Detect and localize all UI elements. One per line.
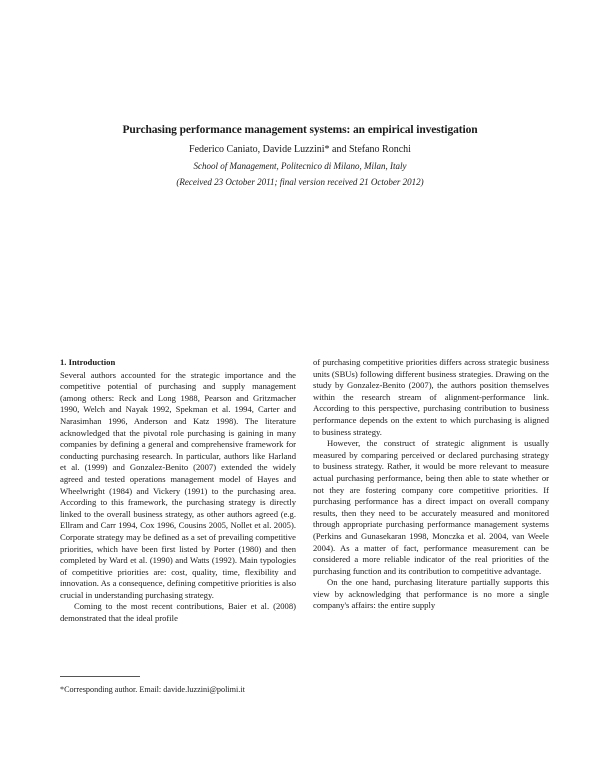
footnote-divider [60, 676, 140, 677]
left-column [60, 357, 296, 625]
right-column [313, 357, 549, 612]
paper-title: Purchasing performance management systems: an empirical investigation [122, 124, 478, 136]
author-affiliation: School of Management, Politecnico di Milano, Milan, Italy [193, 161, 407, 171]
intro-paragraph-5: On the one hand, purchasing literature partially supports this view by acknowledging that performance is no more a single company's affairs: the entire supply [313, 577, 549, 611]
intro-paragraph-1: Several authors accounted for the strategic importance and the competitive potential of purchasing and supply management (among others: Reck and Long 1988, Pearson and Gritzmacher 1990, Welch and Nayak 1992, Spekman et al. 1994, Carter and Narasimhan 1996, Anderson and Katz 1998). The literature acknowledged that the pivotal role purchasing is gaining in many companies by defining a general and comprehensive framework for conducting purchasing research. In particular, authors like Harland et al. (1999) and Gonzalez-Benito (2007) extended the widely agreed and tested operations management model of Hayes and Wheelwright (1984) and Vickery (1991) to the purchasing area. According to this framework, the purchasing strategy is directly linked to the overall business strategy, as other authors agreed (e.g. Ellram and Carr 1994, Cox 1996, Cousins 2005, Nollet et al. 2005). Corporate strategy may be defined as a set of prevailing competitive priorities, which have been first listed by Porter (1980) and then completed by Ward et al. (1990) and Watts (1992). Main typologies of competitive priorities are: cost, quality, time, flexibility and innovation. As a consequence, defining competitive priorities is also crucial in understanding purchasing strategy. [60, 369, 296, 600]
section-heading: 1. Introduction [60, 357, 116, 367]
received-dates: (Received 23 October 2011; final version received 21 October 2012) [176, 177, 424, 187]
corresponding-author-footnote: *Corresponding author. Email: davide.luzzini@polimi.it [60, 685, 245, 694]
author-list: Federico Caniato, Davide Luzzini* and Stefano Ronchi [189, 144, 411, 155]
intro-paragraph-3: of purchasing competitive priorities differs across strategic business units (SBUs) following different business strategies. Drawing on the study by Gonzalez-Benito (2007), the authors position themselves within the research stream of alignment-performance link. According to this perspective, purchasing contribution to business performance depends on the extent to which purchasing is aligned to business strategy. [313, 357, 549, 437]
intro-paragraph-2: Coming to the most recent contributions, Baier et al. (2008) demonstrated that the ideal profile [60, 601, 296, 624]
intro-paragraph-4: However, the construct of strategic alignment is usually measured by comparing perceived or declared purchasing strategy to business strategy. Rather, it would be more relevant to measure actual purchasing performance, being then able to state whether or not they are fostering company core competitive priorities. If purchasing performance has a direct impact on overall company results, then they need to be accurately measured and monitored through appropriate purchasing performance management systems (Perkins and Gunasekaran 1998, Monczka et al. 2004, van Weele 2004). As a matter of fact, performance measurement can be considered a more reliable indicator of the real priorities of the purchasing function and its contribution to competitive advantage. [313, 438, 549, 576]
